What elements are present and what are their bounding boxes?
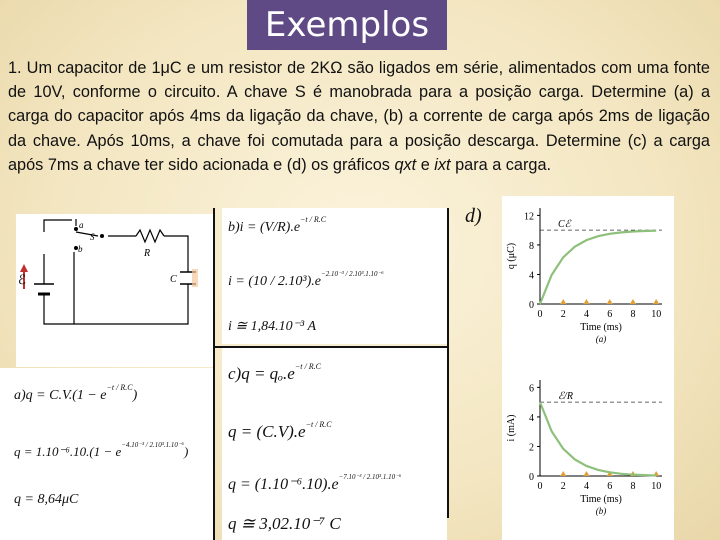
current-chart-x-tick-label: 6 [607, 481, 613, 492]
current-chart-y-tick-label: 4 [529, 412, 534, 424]
charge-chart-x-tick-marker [560, 299, 566, 304]
divider-middle [213, 346, 449, 348]
capacitor-label: C [170, 274, 177, 285]
solution-c-line3-main: q = (1.10⁻⁶.10).e [228, 476, 339, 493]
switch-s-label: S [90, 232, 95, 242]
charge-chart-y-axis-label: q (μC) [506, 242, 517, 270]
charge-chart-y-tick-label: 12 [524, 211, 534, 223]
solution-a-line1-close: ) [132, 388, 138, 403]
solution-a-line2-main: q = 1.10⁻⁶.10.(1 − e [14, 444, 122, 459]
solution-c-line2-exp: −t / R.C [305, 420, 332, 429]
charge-chart-x-tick-marker [607, 299, 613, 304]
label-d: d) [465, 205, 482, 227]
current-chart-x-tick-marker [560, 471, 566, 476]
solution-b-line1 [228, 215, 327, 236]
switch-a-label: a [79, 220, 84, 230]
circuit-panel [16, 214, 213, 367]
solution-b-line2-exp: −2.10⁻³ / 2.10³.1.10⁻⁶ [320, 270, 384, 278]
current-chart-caption: (b) [595, 506, 607, 516]
solution-c-line1-main: c)q = qₒ.e [228, 364, 295, 383]
charge-chart-x-tick-label: 0 [537, 309, 543, 320]
switch-b-label: b [78, 244, 83, 254]
charge-chart-x-tick-marker [653, 299, 659, 304]
solution-c-line1 [228, 364, 321, 384]
problem-text: 1. Um capacitor de 1μC e um resistor de 2KΩ são ligados em série, alimentados com uma fonte de 10V, conforme o circuito. A chave S é manobrada para a posição carga. Determine (a) a carga do capacitor após 4ms da ligação da chave, (b) a corrente de carga após 2ms de ligação da chave. Após 10ms, a chave foi comutada para a posição descarga. Determine (c) a carga após 7ms a chave ter sido acionada e (d) os gráficos [8, 59, 710, 174]
solution-b-line3: i ≅ 1,84.10⁻³ A [228, 319, 317, 334]
charge-chart-y-tick-label: 0 [529, 300, 534, 311]
divider-right [447, 208, 449, 518]
solution-a-line3: q = 8,64μC [14, 492, 79, 507]
solution-c-panel [222, 348, 447, 540]
current-chart-x-tick-label: 4 [583, 481, 589, 492]
solution-a-line2-close: ) [183, 444, 189, 459]
current-chart-x-tick-label: 8 [630, 481, 636, 492]
solution-c-line3-exp: −7.10⁻³ / 2.10³.1.10⁻⁶ [338, 473, 402, 481]
solution-a-panel [0, 368, 213, 540]
circuit-diagram [16, 214, 213, 367]
charge-chart-x-tick-label: 2 [560, 309, 566, 320]
charge-chart-x-tick-marker [583, 299, 589, 304]
charge-chart-x-tick-label: 6 [607, 309, 613, 320]
current-chart-x-tick-label: 0 [537, 481, 543, 492]
solution-c-line2-main: q = (C.V).e [228, 422, 306, 441]
charge-chart-y-tick-label: 4 [529, 270, 534, 282]
charge-chart-x-axis-label: Time (ms) [580, 322, 622, 333]
current-chart-x-tick-marker [583, 471, 589, 476]
current-chart [502, 368, 674, 518]
solution-b-panel [222, 208, 447, 344]
charge-chart-y-tick-label: 8 [529, 240, 534, 252]
solution-a-line2 [14, 441, 189, 460]
charge-chart-x-tick-label: 4 [583, 309, 589, 320]
solution-b-line1-main: b)i = (V/R).e [228, 220, 301, 235]
charge-chart-series-line [540, 231, 656, 304]
problem-qxt: qxt [394, 155, 417, 174]
problem-ixt: ixt [434, 155, 451, 174]
solution-c-line2 [228, 422, 332, 442]
problem-connector: e [416, 155, 435, 174]
solution-b-line2-main: i = (10 / 2.10³).e [228, 274, 321, 289]
problem-statement [8, 56, 710, 177]
current-chart-y-axis-label: i (mA) [506, 414, 517, 442]
solution-c-line1-exp: −t / R.C [294, 362, 321, 371]
current-chart-x-tick-label: 10 [651, 481, 662, 492]
slide-title: Exemplos [247, 0, 447, 50]
solution-a-line1-main: a)q = C.V.(1 − e [14, 388, 107, 403]
solution-c-line3 [228, 474, 401, 494]
charge-chart [502, 196, 674, 346]
solution-c-line4: q ≅ 3,02.10⁻⁷ C [228, 514, 341, 533]
solution-a-line1 [14, 383, 138, 404]
source-label: ℰ [18, 272, 26, 287]
current-chart-y-tick-label: 0 [529, 472, 534, 483]
current-chart-y-tick-label: 2 [529, 442, 534, 454]
current-chart-x-axis-label: Time (ms) [580, 494, 622, 505]
current-chart-x-tick-label: 2 [560, 481, 566, 492]
charge-chart-x-tick-label: 10 [651, 309, 662, 320]
solution-b-line1-exp: −t / R.C [300, 215, 327, 224]
current-chart-asymptote-label: ℰ/R [558, 391, 573, 403]
charge-chart-x-tick-label: 8 [630, 309, 636, 320]
charge-chart-x-tick-marker [630, 299, 636, 304]
divider-left [213, 208, 215, 540]
problem-tail: para a carga. [450, 155, 552, 174]
solution-a-line1-exp: −t / R.C [106, 383, 133, 392]
current-chart-series-line [540, 402, 656, 475]
solution-a-line2-exp: −4.10⁻³ / 2.10³.1.10⁻⁶ [121, 441, 184, 449]
current-chart-y-tick-label: 6 [529, 383, 534, 395]
charge-chart-asymptote-label: Cℰ [558, 219, 571, 231]
charge-chart-caption: (a) [595, 334, 607, 344]
solution-b-line2 [228, 270, 384, 290]
resistor-label: R [144, 248, 151, 259]
graphs-panel [502, 196, 674, 540]
